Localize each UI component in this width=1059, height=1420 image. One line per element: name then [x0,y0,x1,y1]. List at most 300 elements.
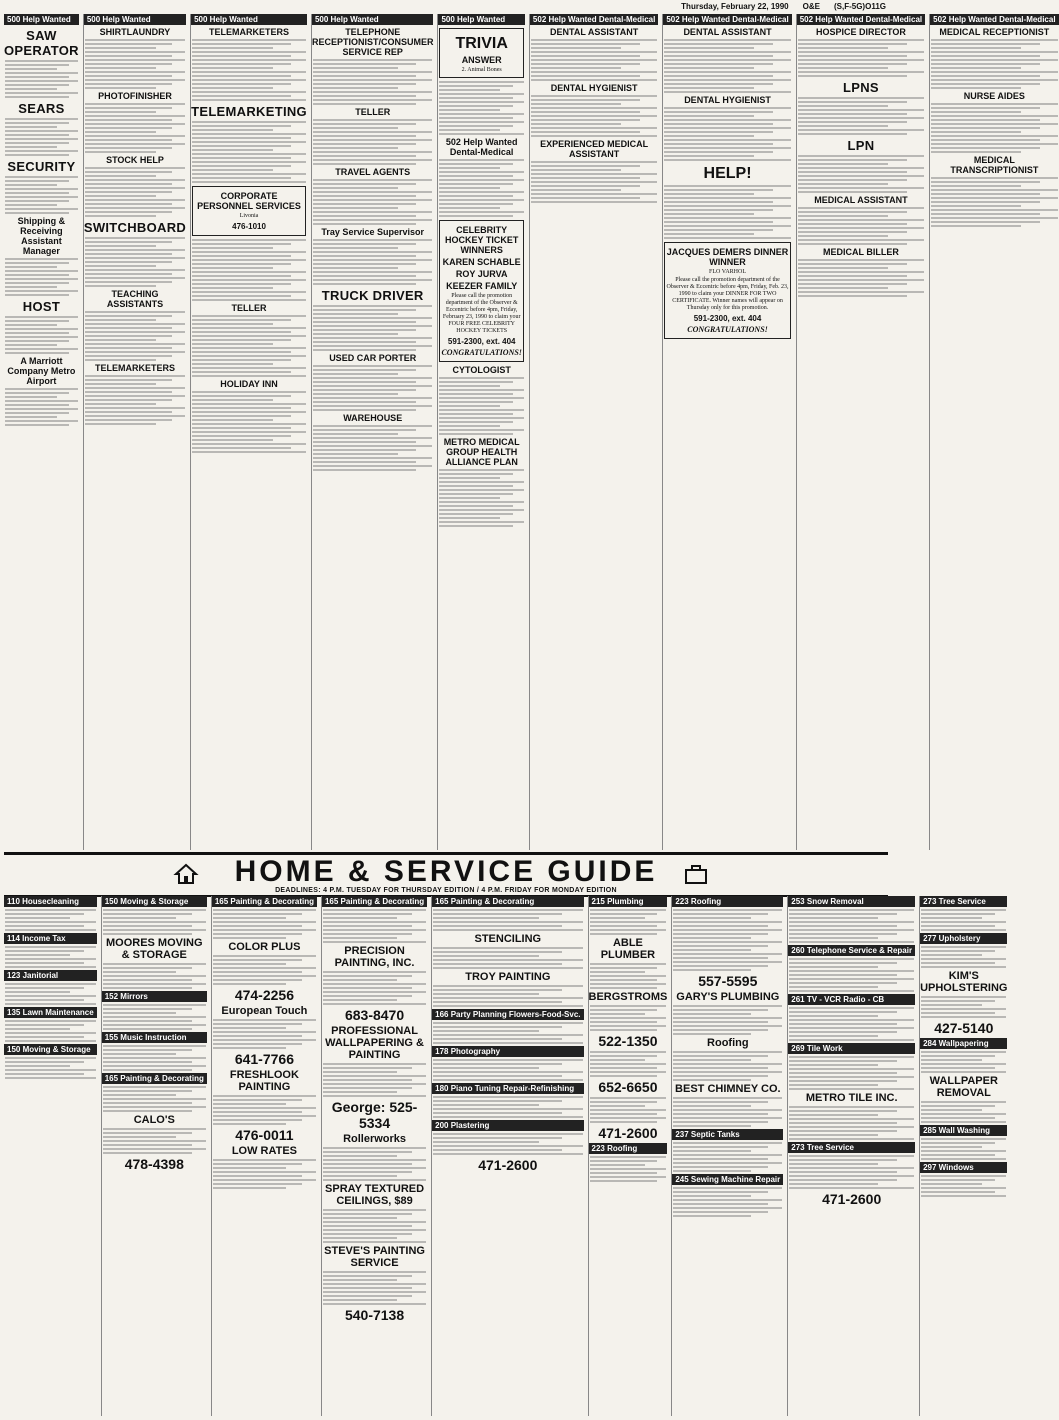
ad-text-line [433,1075,562,1077]
ad-text-line [673,1150,751,1152]
ad-text-line [789,1031,897,1033]
ad-text-line [789,937,878,939]
ad-text-line [192,87,273,89]
ad-text-line [313,305,433,307]
ad-text-line [921,1063,1006,1065]
ad-text-line [313,453,398,455]
ad-text-line [789,1084,878,1086]
ad-text-line [590,917,645,919]
service-category: 123 Janitorial [4,970,97,981]
ad-text-line [5,921,96,923]
ad-text-line [798,101,907,103]
ad-text-line [85,245,157,247]
ad-text-line [590,971,645,973]
service-ad-title: PROFESSIONAL WALLPAPERING & PAINTING [325,1025,424,1061]
ad-text-line [798,287,888,289]
ad-text-line [921,913,995,915]
ad-text-line [103,929,206,931]
ad-text-line [5,332,69,334]
trivia-sub: ANSWER [461,55,502,65]
ad-text-line [192,347,306,349]
classified-column [190,14,307,850]
service-phone: 427-5140 [934,1020,994,1036]
ad-text-line [323,1237,397,1239]
ad-text-line [5,340,69,342]
ad-text-line [931,185,1021,187]
ad-text-line [433,959,582,961]
ad-text-line [103,1024,206,1026]
service-category: 297 Windows [920,1162,1007,1173]
ad-text-line [313,267,398,269]
ad-text-line [85,395,185,397]
ad-text-line [439,377,523,379]
ad-text-line [531,71,657,73]
ad-text-line [798,235,888,237]
ad-text-line [673,1025,782,1027]
ad-text-line [5,286,57,288]
service-ad-title: BEST CHIMNEY CO. [675,1083,781,1095]
ad-text-line [103,1106,206,1108]
ad-text-line [921,1051,1006,1053]
ad-text-line [192,259,306,261]
ad-text-line [313,207,398,209]
ad-text-line [85,391,172,393]
ad-text-line [192,431,306,433]
service-phone: 471-2600 [822,1191,882,1207]
ad-text-line [439,191,523,193]
ad-text-line [313,349,416,351]
ad-text-line [85,107,172,109]
ad-text-line [192,283,290,285]
ad-text-line [5,96,69,98]
ad-text-line [439,85,512,87]
ad-text-line [192,451,306,453]
ad-text-line [192,47,273,49]
ad-text-line [313,91,433,93]
hockey-phone: 591-2300, ext. 404 [447,337,516,346]
ad-text-line [931,43,1040,45]
ad-text-line [673,1117,782,1119]
ad-text-line [323,1147,426,1149]
ad-text-line [5,118,78,120]
ad-text-line [433,909,582,911]
service-category: 155 Music Instruction [102,1032,207,1043]
ad-text-line [85,123,185,125]
ad-text-line [313,83,416,85]
ad-text-line [5,1040,96,1042]
ad-heading: DENTAL ASSISTANT [683,27,772,37]
ad-text-line [313,279,433,281]
ad-text-line [213,909,316,911]
ad-text-line [921,1187,1006,1189]
service-column [919,896,1007,1416]
service-category: 152 Mirrors [102,991,207,1002]
ad-text-line [313,123,416,125]
ad-text-line [323,1229,426,1231]
ad-text-line [85,143,185,145]
ad-text-line [5,328,78,330]
service-category: 165 Painting & Decorating [432,896,583,907]
service-phone: 652-6650 [598,1079,658,1095]
ad-text-line [931,147,1040,149]
ad-text-line [789,925,897,927]
ad-text-line [673,925,767,927]
ad-text-line [323,1271,426,1273]
service-phone: 476-0011 [235,1127,294,1143]
ad-text-line [103,1098,206,1100]
ad-text-line [590,1071,667,1073]
ad-text-line [789,917,878,919]
ad-text-line [433,1145,582,1147]
ad-text-line [192,279,306,281]
ad-text-line [5,184,57,186]
hockey-winners-box [439,220,523,362]
ad-text-line [931,151,1021,153]
ad-text-line [664,71,790,73]
trivia-title: TRIVIA [455,35,508,52]
ad-text-line [590,909,667,911]
ad-text-line [921,1154,995,1156]
ad-text-line [789,1159,897,1161]
hockey-title: CELEBRITY HOCKEY TICKET WINNERS [445,225,519,255]
ad-text-line [439,433,512,435]
ad-text-line [798,109,924,111]
ad-text-line [213,1095,316,1097]
ad-text-line [192,121,306,123]
ad-text-line [531,185,640,187]
ad-text-line [313,139,433,141]
ad-text-line [85,265,157,267]
ad-text-line [798,155,924,157]
ad-text-line [789,1130,897,1132]
ad-text-line [5,995,96,997]
ad-text-line [192,145,290,147]
ad-text-line [921,996,1006,998]
ad-text-line [85,39,185,41]
ad-text-line [673,1033,751,1035]
ad-text-line [439,101,523,103]
service-category: 284 Wallpapering [920,1038,1007,1049]
ad-text-line [5,258,78,260]
ad-text-line [313,283,416,285]
ad-text-line [439,493,512,495]
ad-text-line [673,953,782,955]
ad-text-line [85,127,172,129]
ad-text-line [798,121,907,123]
ad-text-line [85,71,185,73]
ad-text-line [213,979,302,981]
ad-text-line [313,163,416,165]
ad-text-line [213,1039,316,1041]
ad-text-line [313,147,398,149]
ad-text-line [531,111,640,113]
ad-text-line [5,1057,96,1059]
ad-heading: TELEMARKETING [191,104,307,119]
ad-text-line [323,1283,426,1285]
guide-title: HOME & SERVICE GUIDE [234,854,658,888]
ad-text-line [531,177,640,179]
ad-text-line [921,1142,995,1144]
ad-text-line [673,1170,751,1172]
ad-text-line [213,1179,316,1181]
ad-text-line [798,113,907,115]
ad-text-line [673,1109,782,1111]
ad-text-line [103,1028,192,1030]
ad-text-line [664,111,773,113]
ad-text-line [85,285,157,287]
ad-text-line [85,63,172,65]
ad-text-line [192,295,290,297]
ad-text-line [921,1183,982,1185]
ad-text-line [85,83,172,85]
ad-text-line [85,375,185,377]
ad-text-line [103,979,192,981]
ad-text-line [931,135,1057,137]
ad-text-line [213,1047,287,1049]
ad-heading: TELEMARKETERS [94,363,175,373]
ad-text-line [192,443,306,445]
ad-text-line [323,1075,426,1077]
ad-text-line [192,161,306,163]
ad-text-line [921,1055,995,1057]
toolbox-icon [684,863,708,885]
ad-text-line [192,67,273,69]
ad-text-line [5,64,69,66]
ad-text-line [313,119,433,121]
ad-text-line [439,513,512,515]
ad-text-line [439,89,500,91]
ad-text-line [192,99,306,101]
ad-text-line [323,1175,397,1177]
ad-text-line [192,435,290,437]
service-category: 150 Moving & Storage [4,1044,97,1055]
ad-text-line [192,39,306,41]
ad-text-line [439,397,523,399]
ad-text-line [590,983,667,985]
ad-text-line [789,1138,914,1140]
ad-text-line [439,477,500,479]
ad-text-line [192,165,290,167]
ad-text-line [5,416,57,418]
ad-text-line [921,962,995,964]
ad-text-line [798,51,924,53]
ad-text-line [313,317,433,319]
service-ad-title: STEVE'S PAINTING SERVICE [324,1245,425,1269]
ad-heading: PHOTOFINISHER [98,91,172,101]
ad-text-line [323,1063,426,1065]
ad-text-line [192,331,290,333]
ad-text-line [192,157,290,159]
ad-text-line [531,75,640,77]
ad-text-line [85,257,185,259]
ad-text-line [213,1171,316,1173]
winner-name: KEEZER FAMILY [446,281,518,291]
ad-text-line [931,63,1040,65]
ad-text-line [433,997,582,999]
ad-text-line [439,183,512,185]
ad-text-line [213,971,302,973]
ad-text-line [313,99,433,101]
service-ad-title: European Touch [221,1005,308,1017]
ad-text-line [5,954,70,956]
ad-text-line [85,199,185,201]
ad-text-line [921,1016,1006,1018]
ad-text-line [921,1138,1006,1140]
ad-text-line [921,1117,995,1119]
ad-text-line [921,954,982,956]
ad-text-line [5,925,84,927]
ad-text-line [85,355,172,357]
service-directory [4,896,1008,1416]
ad-text-line [85,281,172,283]
ad-text-line [931,139,1040,141]
ad-text-line [531,165,640,167]
ad-text-line [192,75,290,77]
ad-text-line [213,963,287,965]
ad-text-line [590,1051,667,1053]
ad-text-line [192,267,273,269]
ad-text-line [85,383,157,385]
ad-text-line [798,187,924,189]
ad-text-line [85,87,157,89]
ad-text-line [798,207,924,209]
ad-text-line [313,59,433,61]
ad-text-line [590,1005,667,1007]
service-ad-title: BERGSTROMS [588,991,668,1003]
ad-text-line [213,967,316,969]
ad-text-line [921,950,995,952]
ad-text-line [5,991,70,993]
ad-text-line [439,421,512,423]
ad-text-line [103,1090,192,1092]
ad-text-line [313,381,416,383]
ad-text-line [313,345,433,347]
ad-text-line [192,375,306,377]
ad-text-line [433,1071,582,1073]
ad-text-line [798,243,907,245]
ad-text-line [439,187,500,189]
category-header: 502 Help Wanted Dental-Medical [797,14,925,25]
ad-text-line [673,1055,767,1057]
ad-text-line [192,137,290,139]
ad-text-line [789,1114,878,1116]
ad-heading: 502 Help Wanted Dental-Medical [445,137,518,157]
ad-text-line [103,1132,192,1134]
ad-text-line [590,1021,657,1023]
ad-text-line [192,181,306,183]
service-category: 277 Upholstery [920,933,1007,944]
category-header: 502 Help Wanted Dental-Medical [663,14,791,25]
ad-heading: LPNS [843,80,879,95]
ad-text-line [103,987,192,989]
ad-text-line [85,79,185,81]
ad-text-line [192,423,306,425]
ad-text-line [789,966,878,968]
ad-heading: NURSE AIDES [963,91,1025,101]
ad-text-line [590,1180,657,1182]
ad-text-line [921,929,1006,931]
ad-text-line [789,1015,878,1017]
ad-text-line [798,97,924,99]
service-ad-title: LOW RATES [231,1145,297,1157]
ad-heading: WAREHOUSE [343,413,403,423]
ad-text-line [103,971,177,973]
ad-text-line [673,941,782,943]
ad-text-line [103,975,206,977]
ad-text-line [673,921,782,923]
ad-text-line [313,191,433,193]
ad-text-line [85,347,172,349]
ad-text-line [5,278,78,280]
ad-text-line [192,125,290,127]
ad-text-line [789,913,897,915]
ad-text-line [664,55,773,57]
ad-text-line [798,267,888,269]
ad-text-line [5,917,70,919]
ad-text-line [313,71,433,73]
ad-text-line [313,143,416,145]
ad-text-line [590,1176,667,1178]
ad-text-line [439,509,523,511]
ad-text-line [590,987,657,989]
ad-heading: Shipping & Receiving Assistant Manager [17,216,66,256]
ad-text-line [789,1175,914,1177]
ad-text-line [433,929,582,931]
ad-text-line [789,1122,897,1124]
ad-text-line [313,247,398,249]
ad-text-line [921,925,995,927]
ad-text-line [664,91,790,93]
ad-text-line [323,1303,426,1305]
ad-text-line [931,209,1057,211]
ad-text-line [664,229,773,231]
ad-text-line [85,277,185,279]
ad-text-line [673,1146,767,1148]
service-column [588,896,668,1416]
ad-text-line [433,955,539,957]
ad-text-line [85,399,172,401]
ad-text-line [921,1004,982,1006]
ad-text-line [673,957,767,959]
ad-text-line [192,339,290,341]
ad-text-line [323,929,426,931]
ad-text-line [931,189,1057,191]
ad-text-line [921,1113,1006,1115]
ad-text-line [433,1026,562,1028]
ad-text-line [103,1008,192,1010]
ad-text-line [5,134,69,136]
service-column [431,896,583,1416]
ad-text-line [798,163,888,165]
ad-text-line [789,978,914,980]
classified-column [4,14,79,850]
service-category: 285 Wall Washing [920,1125,1007,1136]
ad-text-line [921,1175,1006,1177]
ad-text-line [673,917,751,919]
ad-text-line [673,969,751,971]
ad-text-line [85,147,172,149]
ad-text-line [664,139,790,141]
ad-heading: STOCK HELP [106,155,164,165]
ad-text-line [213,983,287,985]
ad-text-line [921,917,982,919]
ad-text-line [85,273,172,275]
ad-text-line [921,1008,1006,1010]
ad-text-line [433,1104,539,1106]
ad-text-line [313,223,416,225]
service-column [211,896,317,1416]
ad-text-line [921,1158,1006,1160]
